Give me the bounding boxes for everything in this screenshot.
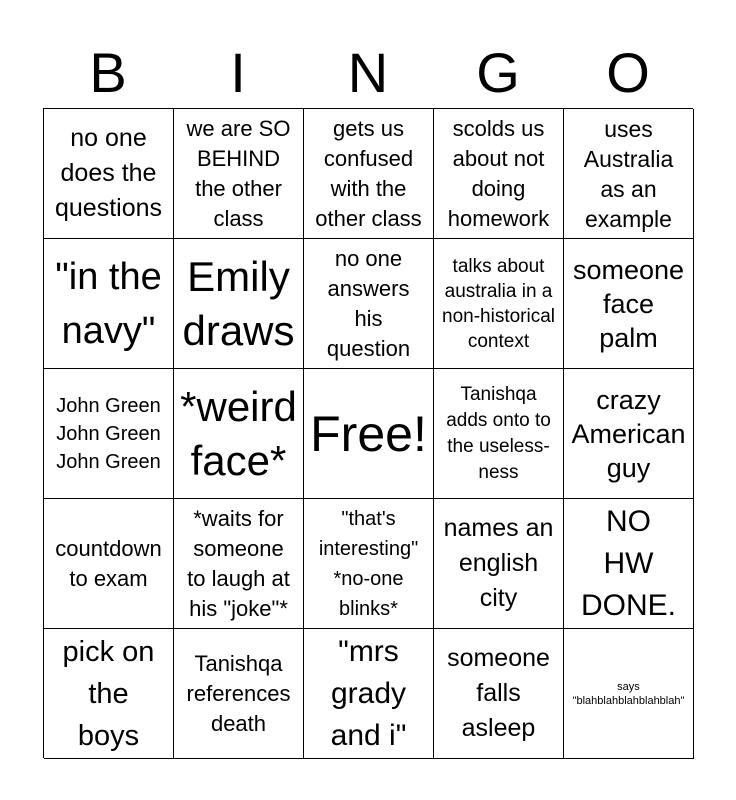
cell-text: countdown to exam [55, 535, 162, 591]
cell-text: uses Australia as an example [583, 115, 674, 232]
bingo-cell[interactable] [434, 109, 564, 239]
cell-text: Tanishqa references death [186, 650, 291, 736]
header-letter-b: B [89, 41, 127, 104]
cell-text: crazy American guy [571, 384, 686, 483]
bingo-cell[interactable] [434, 629, 564, 759]
cell-text: scolds us about not doing homework [447, 115, 550, 231]
bingo-cell[interactable] [434, 369, 564, 499]
cell-text: "that's interesting" *no-one blinks* [318, 507, 419, 620]
bingo-cell[interactable] [304, 499, 434, 629]
bingo-cell[interactable] [434, 239, 564, 369]
header-letter-o: O [606, 41, 650, 104]
bingo-grid [43, 108, 693, 758]
cell-text: NO HW DONE. [580, 504, 676, 622]
cell-text: "mrs grady and i" [330, 634, 407, 752]
bingo-cell[interactable] [564, 499, 694, 629]
bingo-cell[interactable] [44, 239, 174, 369]
bingo-cell[interactable] [174, 239, 304, 369]
cell-text: talks about australia in a non-historical context [442, 255, 555, 352]
cell-text: *waits for someone to laugh at his "joke"* [187, 505, 290, 621]
cell-text: someone falls asleep [447, 644, 550, 742]
header-letter-n: N [347, 41, 389, 104]
bingo-cell[interactable] [564, 109, 694, 239]
bingo-cell[interactable] [304, 239, 434, 369]
bingo-cell[interactable] [304, 369, 434, 499]
bingo-cell[interactable] [174, 369, 304, 499]
cell-text: gets us confused with the other class [315, 115, 422, 231]
cell-text: someone face palm [572, 254, 685, 353]
cell-text: Emily draws [182, 252, 295, 354]
bingo-cell[interactable] [434, 499, 564, 629]
bingo-cell[interactable] [174, 109, 304, 239]
bingo-cell[interactable] [44, 499, 174, 629]
cell-text: Tanishqa adds onto to the useless- ness [446, 383, 551, 483]
cell-text: names an english city [443, 514, 554, 612]
bingo-cell[interactable] [564, 369, 694, 499]
bingo-cell[interactable] [44, 109, 174, 239]
bingo-header [43, 40, 693, 106]
cell-text: says "blahblahblahblahblah" [572, 680, 685, 707]
bingo-cell[interactable] [564, 239, 694, 369]
bingo-cell[interactable] [304, 629, 434, 759]
cell-text: John Green John Green John Green [56, 394, 161, 473]
cell-text: "in the navy" [55, 255, 162, 352]
bingo-cell[interactable] [564, 629, 694, 759]
free-space: Free! [310, 405, 427, 462]
cell-text: pick on the boys [62, 635, 155, 752]
bingo-cell[interactable] [304, 109, 434, 239]
bingo-cell[interactable] [44, 629, 174, 759]
bingo-cell[interactable] [44, 369, 174, 499]
bingo-cell[interactable] [174, 629, 304, 759]
cell-text: we are SO BEHIND the other class [186, 115, 291, 231]
header-letter-g: G [476, 41, 520, 104]
bingo-cell[interactable] [174, 499, 304, 629]
cell-text: *weird face* [180, 382, 297, 484]
header-letter-i: I [230, 41, 246, 104]
cell-text: no one does the questions [54, 124, 163, 222]
cell-text: no one answers his question [326, 245, 411, 361]
